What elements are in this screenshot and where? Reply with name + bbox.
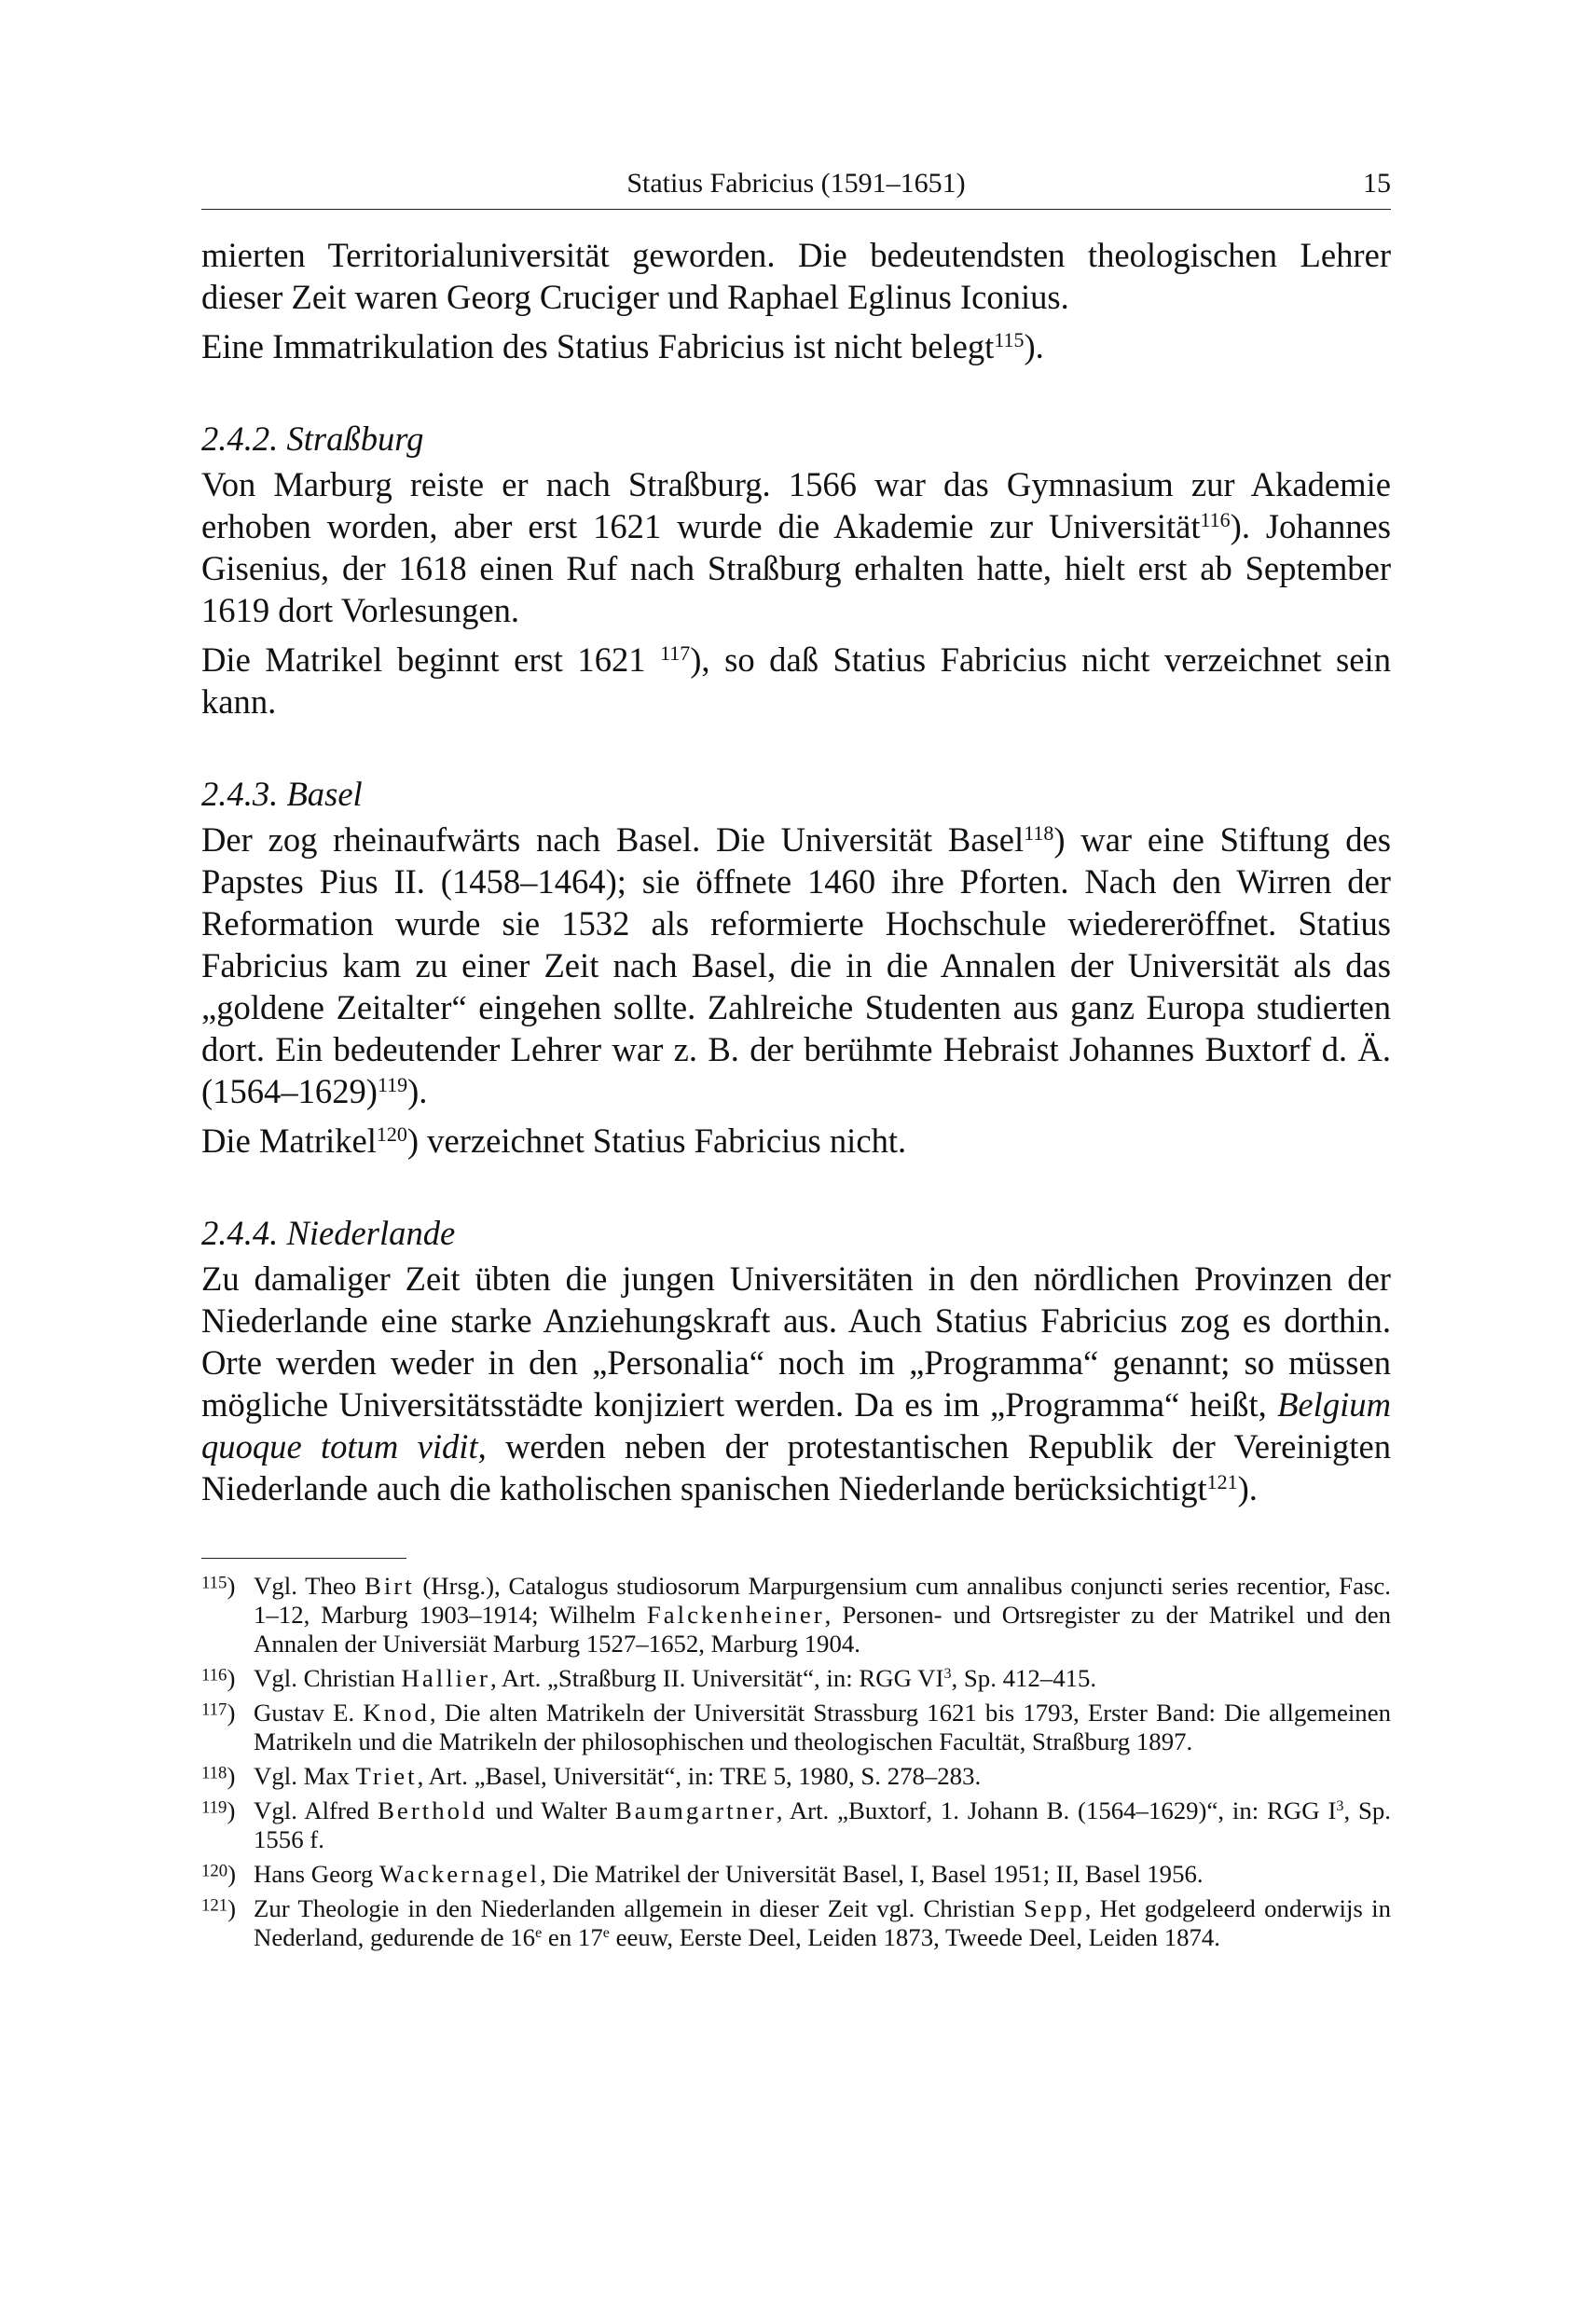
- footnote: $^{120}$) Hans Georg Wackernagel, Die Matrikel der Universität Basel, I, Basel 1951; II, Basel 1956.: [201, 1860, 1204, 1888]
- footnote-ref[interactable]: 120: [376, 1122, 407, 1146]
- section-heading-strassburg: 2.4.2. Straßburg: [201, 420, 424, 458]
- footnote: $^{115}$) Vgl. Theo Birt (Hrsg.), Catalogus studiosorum Marpurgensium cum annalibus conjuncti series recentior, Fasc. 1–12, Marburg 1903–1914; Wilhelm Falckenheiner, Personen- und Ortsregister zu der Matrikel und den Annalen der Universiät Marburg 1527–1652, Marburg 1904.: [201, 1572, 1391, 1658]
- footnote-ref[interactable]: 119: [377, 1072, 408, 1096]
- footnote-ref[interactable]: 118: [1024, 820, 1054, 845]
- footnote: $^{119}$) Vgl. Alfred Berthold und Walter Baumgartner, Art. „Buxtorf, 1. Johann B. (1564–1629)“, in: RGG $I^3$, Sp. 1556 f.: [201, 1796, 1391, 1853]
- footnote: $^{118}$) Vgl. Max Triet, Art. „Basel, Universität“, in: TRE 5, 1980, S. 278–283.: [201, 1762, 982, 1790]
- paragraph: Die Matrikel$^{120}$) verzeichnet Statius Fabricius nicht.: [201, 1122, 907, 1160]
- latin-quote: Belgium quoque totum vidit,: [201, 1385, 1391, 1466]
- running-title: Statius Fabricius (1591–1651): [626, 168, 966, 199]
- footnote-rule: [201, 1558, 406, 1559]
- paragraph: Zu damaliger Zeit übten die jungen Universitäten in den nördlichen Provinzen der Niederlande eine starke Anziehungskraft aus. Auch Statius Fabricius zog es dorthin. Orte werden weder in den „Personalia“ noch im „Programma“ genannt; so müssen mögliche Universitätsstädte konjiziert werden. Da es im „Programma“ heißt, Belgium quoque totum vidit, werden neben der protestantischen Republik der Vereinigten Niederlande auch die katholischen spanischen Niederlande berücksichtigt$^{121}$).: [201, 1259, 1391, 1507]
- paragraph: Von Marburg reiste er nach Straßburg. 1566 war das Gymnasium zur Akademie erhoben worden, aber erst 1621 wurde die Akademie zur Universität$^{116}$). Johannes Gisenius, der 1618 einen Ruf nach Straßburg erhalten hatte, hielt erst ab September 1619 dort Vorlesungen.: [201, 465, 1391, 629]
- footnotes: [201, 1572, 1391, 1952]
- paragraph: mierten Territorialuniversität geworden. Die bedeutendsten theologischen Lehrer dieser Zeit waren Georg Cruciger und Raphael Eglinus Iconius.: [201, 236, 1391, 316]
- page-number: 15: [1363, 168, 1391, 199]
- footnote-ref[interactable]: 115: [994, 327, 1025, 351]
- footnote: $^{116}$) Vgl. Christian Hallier, Art. „Straßburg II. Universität“, in: RGG $VI^3$, Sp. 412–415.: [201, 1664, 1097, 1692]
- paragraph: Eine Immatrikulation des Statius Fabricius ist nicht belegt$^{115}$).: [201, 327, 1044, 365]
- paragraph: Der zog rheinaufwärts nach Basel. Die Universität Basel$^{118}$) war eine Stiftung des Papstes Pius II. (1458–1464); sie öffnete 1460 ihre Pforten. Nach den Wirren der Reformation wurde sie 1532 als reformierte Hochschule wiedereröffnet. Statius Fabricius kam zu einer Zeit nach Basel, die in die Annalen der Universität als das „goldene Zeitalter“ eingehen sollte. Zahlreiche Studenten aus ganz Europa studierten dort. Ein bedeutender Lehrer war z. B. der berühmte Hebraist Johannes Buxtorf d. Ä. (1564–1629)$^{119}$).: [201, 820, 1391, 1110]
- paragraph: Die Matrikel beginnt erst 1621 $^{117}$), so daß Statius Fabricius nicht verzeichnet sein kann.: [201, 640, 1391, 721]
- section-heading-niederlande: 2.4.4. Niederlande: [201, 1214, 456, 1252]
- footnote: $^{117}$) Gustav E. Knod, Die alten Matrikeln der Universität Strassburg 1621 bis 1793, Erster Band: Die allgemeinen Matrikeln und die Matrikeln der philosophischen und theologischen Facultät, Straßburg 1897.: [201, 1699, 1391, 1755]
- footnote-ref[interactable]: 121: [1206, 1469, 1238, 1493]
- running-header: [201, 168, 1391, 210]
- section-heading-basel: 2.4.3. Basel: [201, 775, 363, 813]
- page: [201, 168, 1391, 1958]
- footnote: $^{121}$) Zur Theologie in den Niederlanden allgemein in dieser Zeit vgl. Christian Sepp, Het godgeleerd onderwijs in Nederland, gedurende de 16e en 17e eeuw, Eerste Deel, Leiden 1873, Tweede Deel, Leiden 1874.: [201, 1894, 1391, 1951]
- footnote-ref[interactable]: 116: [1200, 507, 1231, 531]
- main-text: [201, 234, 1391, 1509]
- footnote-ref[interactable]: 117: [660, 640, 691, 665]
